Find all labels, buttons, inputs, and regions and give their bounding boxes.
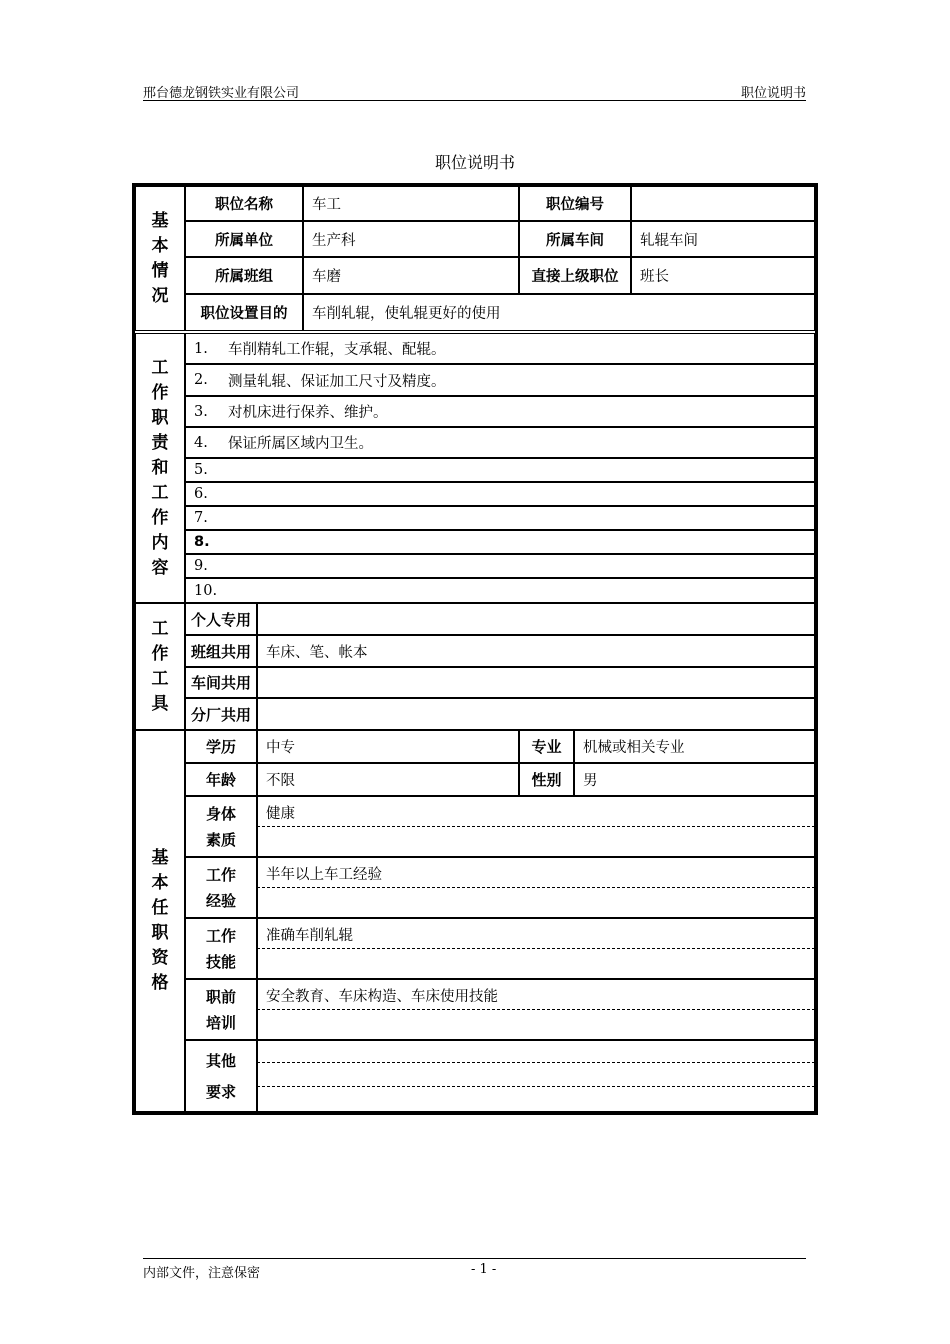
company-name: 邢台德龙钢铁实业有限公司	[143, 86, 300, 101]
education-label: 学历	[185, 730, 257, 763]
purpose-value: 车削轧辊，使轧辊更好的使用	[303, 294, 815, 331]
dash-line	[257, 1086, 815, 1087]
tool-workshop-value	[257, 667, 815, 698]
tool-team-label: 班组共用	[185, 635, 257, 667]
education-value: 中专	[257, 730, 519, 763]
page-footer	[143, 1258, 806, 1279]
experience-value: 半年以上车工经验	[266, 867, 382, 883]
duty-item: 4. 保证所属区域内卫生。	[185, 427, 815, 458]
dash-line	[257, 1062, 815, 1063]
tool-personal-label: 个人专用	[185, 603, 257, 635]
workshop-value: 轧辊车间	[631, 221, 815, 257]
team-label: 所属班组	[185, 257, 303, 294]
doc-type: 职位说明书	[740, 86, 806, 101]
age-label: 年龄	[185, 763, 257, 796]
purpose-label: 职位设置目的	[185, 294, 303, 331]
team-value: 车磨	[303, 257, 519, 294]
dash-line	[257, 948, 815, 949]
duty-item: 8.	[185, 530, 815, 554]
age-value: 不限	[257, 763, 519, 796]
section-qualifications-label: 基本任职资格	[135, 730, 185, 1112]
superior-value: 班长	[631, 257, 815, 294]
position-name-label: 职位名称	[185, 186, 303, 221]
confidential-note: 内部文件，注意保密	[143, 1266, 261, 1281]
duty-item: 6.	[185, 482, 815, 506]
dash-line	[257, 1009, 815, 1010]
training-label: 职前 培训	[185, 979, 257, 1040]
skills-label: 工作 技能	[185, 918, 257, 979]
section-tools-label: 工作工具	[135, 603, 185, 730]
duty-item: 7.	[185, 506, 815, 530]
tool-personal-value	[257, 603, 815, 635]
experience-label: 工作 经验	[185, 857, 257, 918]
workshop-label: 所属车间	[519, 221, 631, 257]
position-name-value: 车工	[303, 186, 519, 221]
training-value: 安全教育、车床构造、车床使用技能	[266, 989, 498, 1005]
duty-item: 10.	[185, 578, 815, 603]
gender-label: 性别	[519, 763, 574, 796]
duty-item: 3. 对机床进行保养、维护。	[185, 396, 815, 427]
position-code-value	[631, 186, 815, 221]
unit-label: 所属单位	[185, 221, 303, 257]
document-title: 职位说明书	[434, 153, 515, 172]
other-label: 其他 要求	[185, 1040, 257, 1112]
duty-item: 2. 测量轧辊、保证加工尺寸及精度。	[185, 364, 815, 396]
dash-line	[257, 826, 815, 827]
position-code-label: 职位编号	[519, 186, 631, 221]
tool-team-value: 车床、笔、帐本	[257, 635, 815, 667]
duty-item: 9.	[185, 554, 815, 578]
gender-value: 男	[574, 763, 815, 796]
unit-value: 生产科	[303, 221, 519, 257]
duty-item: 1. 车削精轧工作辊，支承辊、配辊。	[185, 333, 815, 364]
physical-value: 健康	[266, 806, 295, 822]
section-basic-label: 基本情况	[135, 186, 185, 331]
tool-factory-value	[257, 698, 815, 730]
tool-workshop-label: 车间共用	[185, 667, 257, 698]
physical-label: 身体 素质	[185, 796, 257, 857]
page-header	[143, 82, 806, 101]
duty-item: 5.	[185, 458, 815, 482]
other-value-box	[257, 1040, 815, 1112]
superior-label: 直接上级职位	[519, 257, 631, 294]
major-value: 机械或相关专业	[574, 730, 815, 763]
section-duties-label: 工作职责和工作内容	[135, 333, 185, 603]
major-label: 专业	[519, 730, 574, 763]
page-number: - 1 -	[471, 1262, 497, 1277]
skills-value: 准确车削轧辊	[266, 928, 353, 944]
dash-line	[257, 887, 815, 888]
tool-factory-label: 分厂共用	[185, 698, 257, 730]
